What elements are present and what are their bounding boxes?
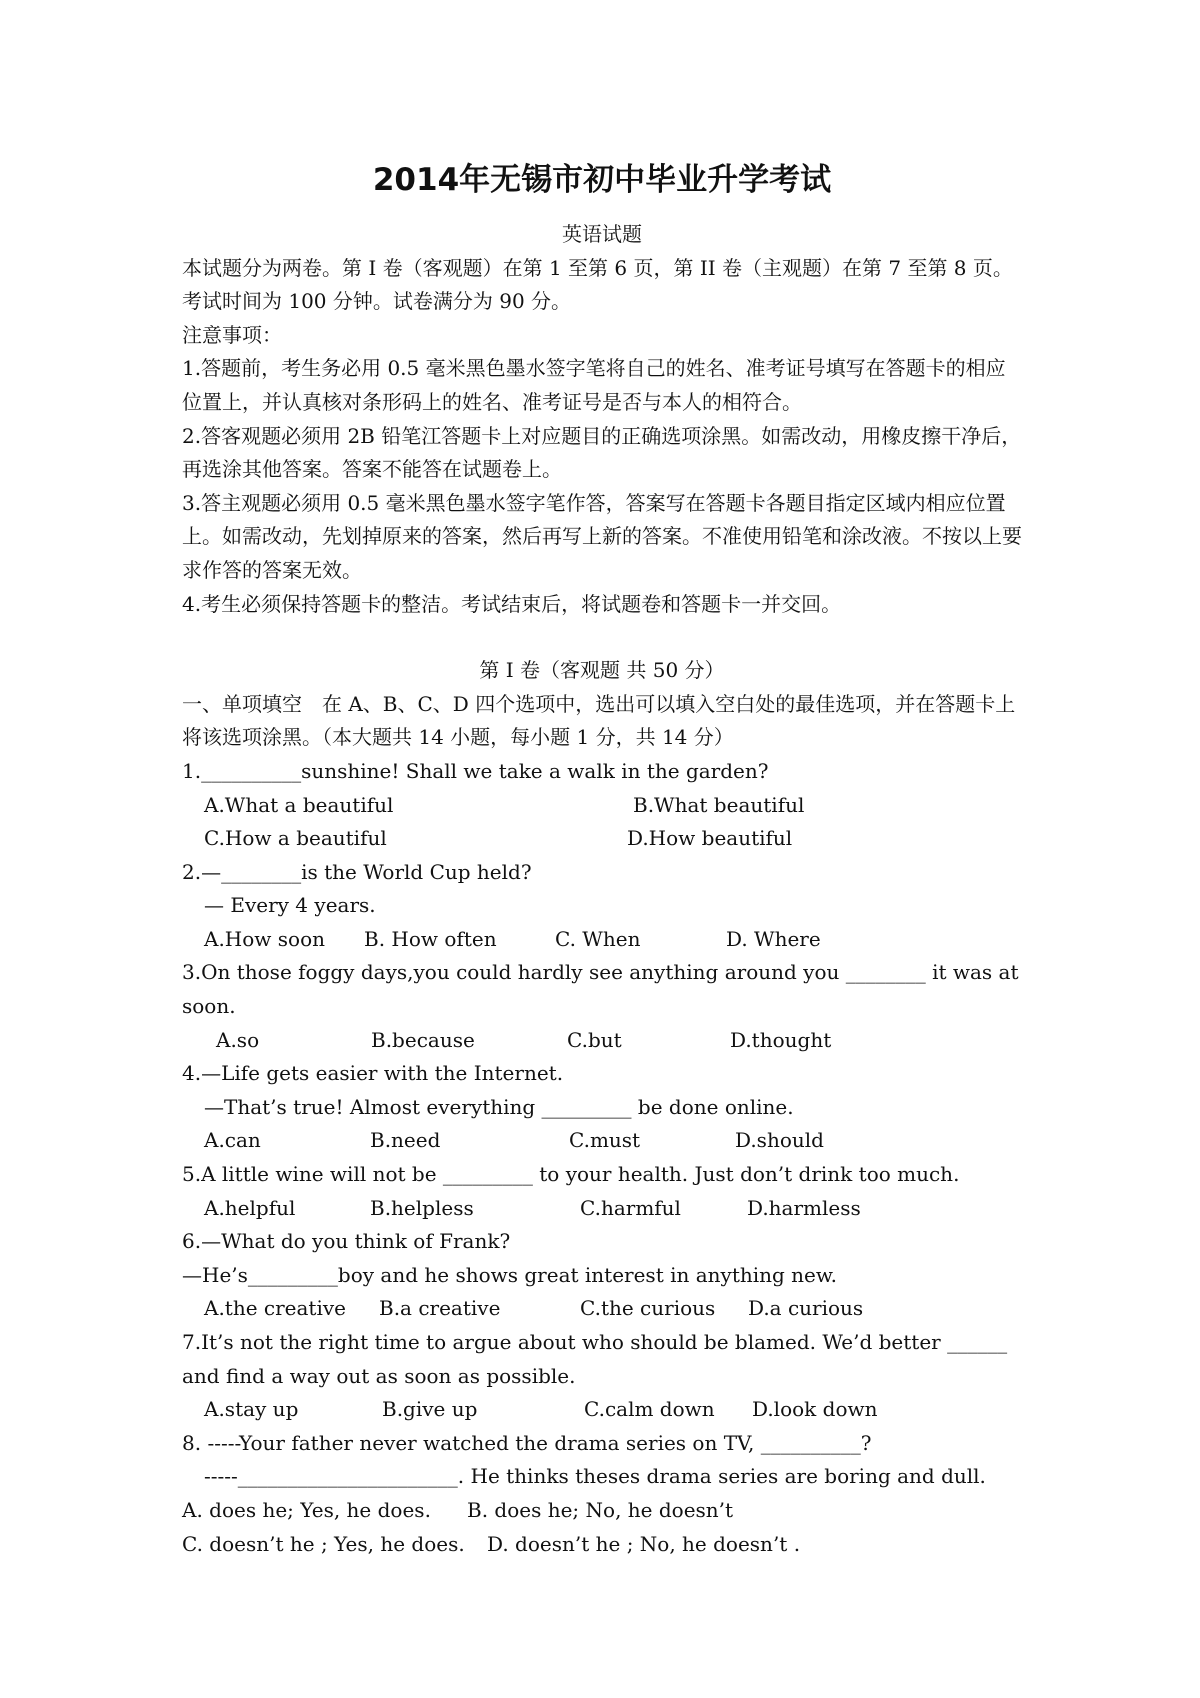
option-d: D.thought <box>730 1027 832 1052</box>
question-stem: 1.__________sunshine! Shall we take a walk in the garden? <box>182 758 769 783</box>
option-c: C.but <box>567 1027 622 1052</box>
spacer <box>182 621 1022 654</box>
option-d: D.harmless <box>747 1195 861 1220</box>
option-a: A.helpful <box>204 1195 296 1220</box>
intro-paragraph: 本试题分为两卷。第 I 卷（客观题）在第 1 至第 6 页，第 II 卷（主观题）在第 7 至第 8 页。 <box>182 255 1013 280</box>
section-instructions: 一、单项填空 在 A、B、C、D 四个选项中，选出可以填入空白处的最佳选项，并在答题卡上将该选项涂黑。（本大题共 14 小题，每小题 1 分，共 14 分） <box>182 691 1016 750</box>
option-a: A.How soon <box>204 926 325 951</box>
question-stem: 4.—Life gets easier with the Internet. <box>182 1061 564 1086</box>
exam-title: 2014年无锡市初中毕业升学考试 <box>372 162 832 198</box>
notice-item: 2.答客观题必须用 2B 铅笔江答题卡上对应题目的正确选项涂黑。如需改动，用橡皮擦干净后，再选涂其他答案。答案不能答在试题卷上。 <box>182 423 1022 482</box>
option-b: B. does he; No, he doesn’t <box>467 1497 734 1522</box>
option-d: D. doesn’t he ; No, he doesn’t . <box>487 1531 801 1556</box>
question-reply: —He’s_________boy and he shows great interest in anything new. <box>182 1262 837 1287</box>
option-a: A.so <box>216 1027 260 1052</box>
notice-item: 3.答主观题必须用 0.5 毫米黑色墨水签字笔作答，答案写在答题卡各题目指定区域内相应位置上。如需改动，先划掉原来的答案，然后再写上新的答案。不准使用铅笔和涂改液。不按以上要求作答的答案无效。 <box>182 490 1022 582</box>
section-title: 第 I 卷（客观题 共 50 分） <box>479 658 725 683</box>
option-d: D.a curious <box>748 1296 864 1321</box>
option-b: B.give up <box>382 1397 478 1422</box>
option-b: B.helpless <box>370 1195 474 1220</box>
option-a: A.the creative <box>204 1296 347 1321</box>
intro-paragraph: 考试时间为 100 分钟。试卷满分为 90 分。 <box>182 289 572 314</box>
option-c: C.How a beautiful <box>204 826 387 851</box>
option-a: A. does he; Yes, he does. <box>182 1497 431 1522</box>
question-options <box>182 923 1022 957</box>
page-content <box>182 160 1022 1561</box>
option-c: C.the curious <box>580 1296 716 1321</box>
option-c: C. doesn’t he ; Yes, he does. <box>182 1531 465 1556</box>
option-d: D. Where <box>726 926 821 951</box>
question-options <box>182 1192 1022 1226</box>
question-reply: — Every 4 years. <box>204 893 376 918</box>
question-reply: —That’s true! Almost everything _________ be done online. <box>204 1094 794 1119</box>
option-b: B.What beautiful <box>633 792 805 817</box>
question-stem: 3.On those foggy days,you could hardly see anything around you ________ it was at soon. <box>182 960 1019 1019</box>
question-stem: 8. -----Your father never watched the drama series on TV, __________? <box>182 1430 872 1455</box>
option-c: C.harmful <box>580 1195 681 1220</box>
option-d: D.should <box>735 1128 824 1153</box>
notice-item: 1.答题前，考生务必用 0.5 毫米黑色墨水签字笔将自己的姓名、准考证号填写在答题卡的相应位置上，并认真核对条形码上的姓名、准考证号是否与本人的相符合。 <box>182 356 1006 414</box>
question-options <box>182 1528 1022 1562</box>
option-c: C. When <box>555 926 641 951</box>
question-options <box>182 1393 1022 1427</box>
option-b: B. How often <box>364 926 497 951</box>
option-b: B.a creative <box>379 1296 501 1321</box>
question-stem: 6.—What do you think of Frank? <box>182 1229 511 1254</box>
option-c: C.must <box>569 1128 641 1153</box>
option-b: B.need <box>370 1128 441 1153</box>
question-stem: 2.—________is the World Cup held? <box>182 859 532 884</box>
option-d: D.How beautiful <box>627 826 793 851</box>
option-d: D.look down <box>752 1397 878 1422</box>
question-stem: 5.A little wine will not be _________ to your health. Just don’t drink too much. <box>182 1162 960 1187</box>
question-options <box>182 789 1022 823</box>
option-b: B.because <box>371 1027 475 1052</box>
question-options <box>182 1494 1022 1528</box>
option-a: A.stay up <box>204 1397 299 1422</box>
option-c: C.calm down <box>584 1397 715 1422</box>
option-a: A.What a beautiful <box>204 792 394 817</box>
question-stem: 7.It’s not the right time to argue about who should be blamed. We’d better ______ and find a way out as soon as possible. <box>182 1330 1008 1388</box>
question-options <box>182 1124 1022 1158</box>
notice-item: 4.考生必须保持答题卡的整洁。考试结束后，将试题卷和答题卡一并交回。 <box>182 591 842 616</box>
option-a: A.can <box>204 1128 261 1153</box>
question-reply: -----______________________. He thinks theses drama series are boring and dull. <box>204 1464 986 1489</box>
question-options <box>182 1292 1022 1326</box>
question-options <box>182 822 1022 856</box>
notice-heading: 注意事项： <box>182 322 282 347</box>
question-options <box>182 1024 1022 1058</box>
exam-subtitle: 英语试题 <box>562 222 642 246</box>
